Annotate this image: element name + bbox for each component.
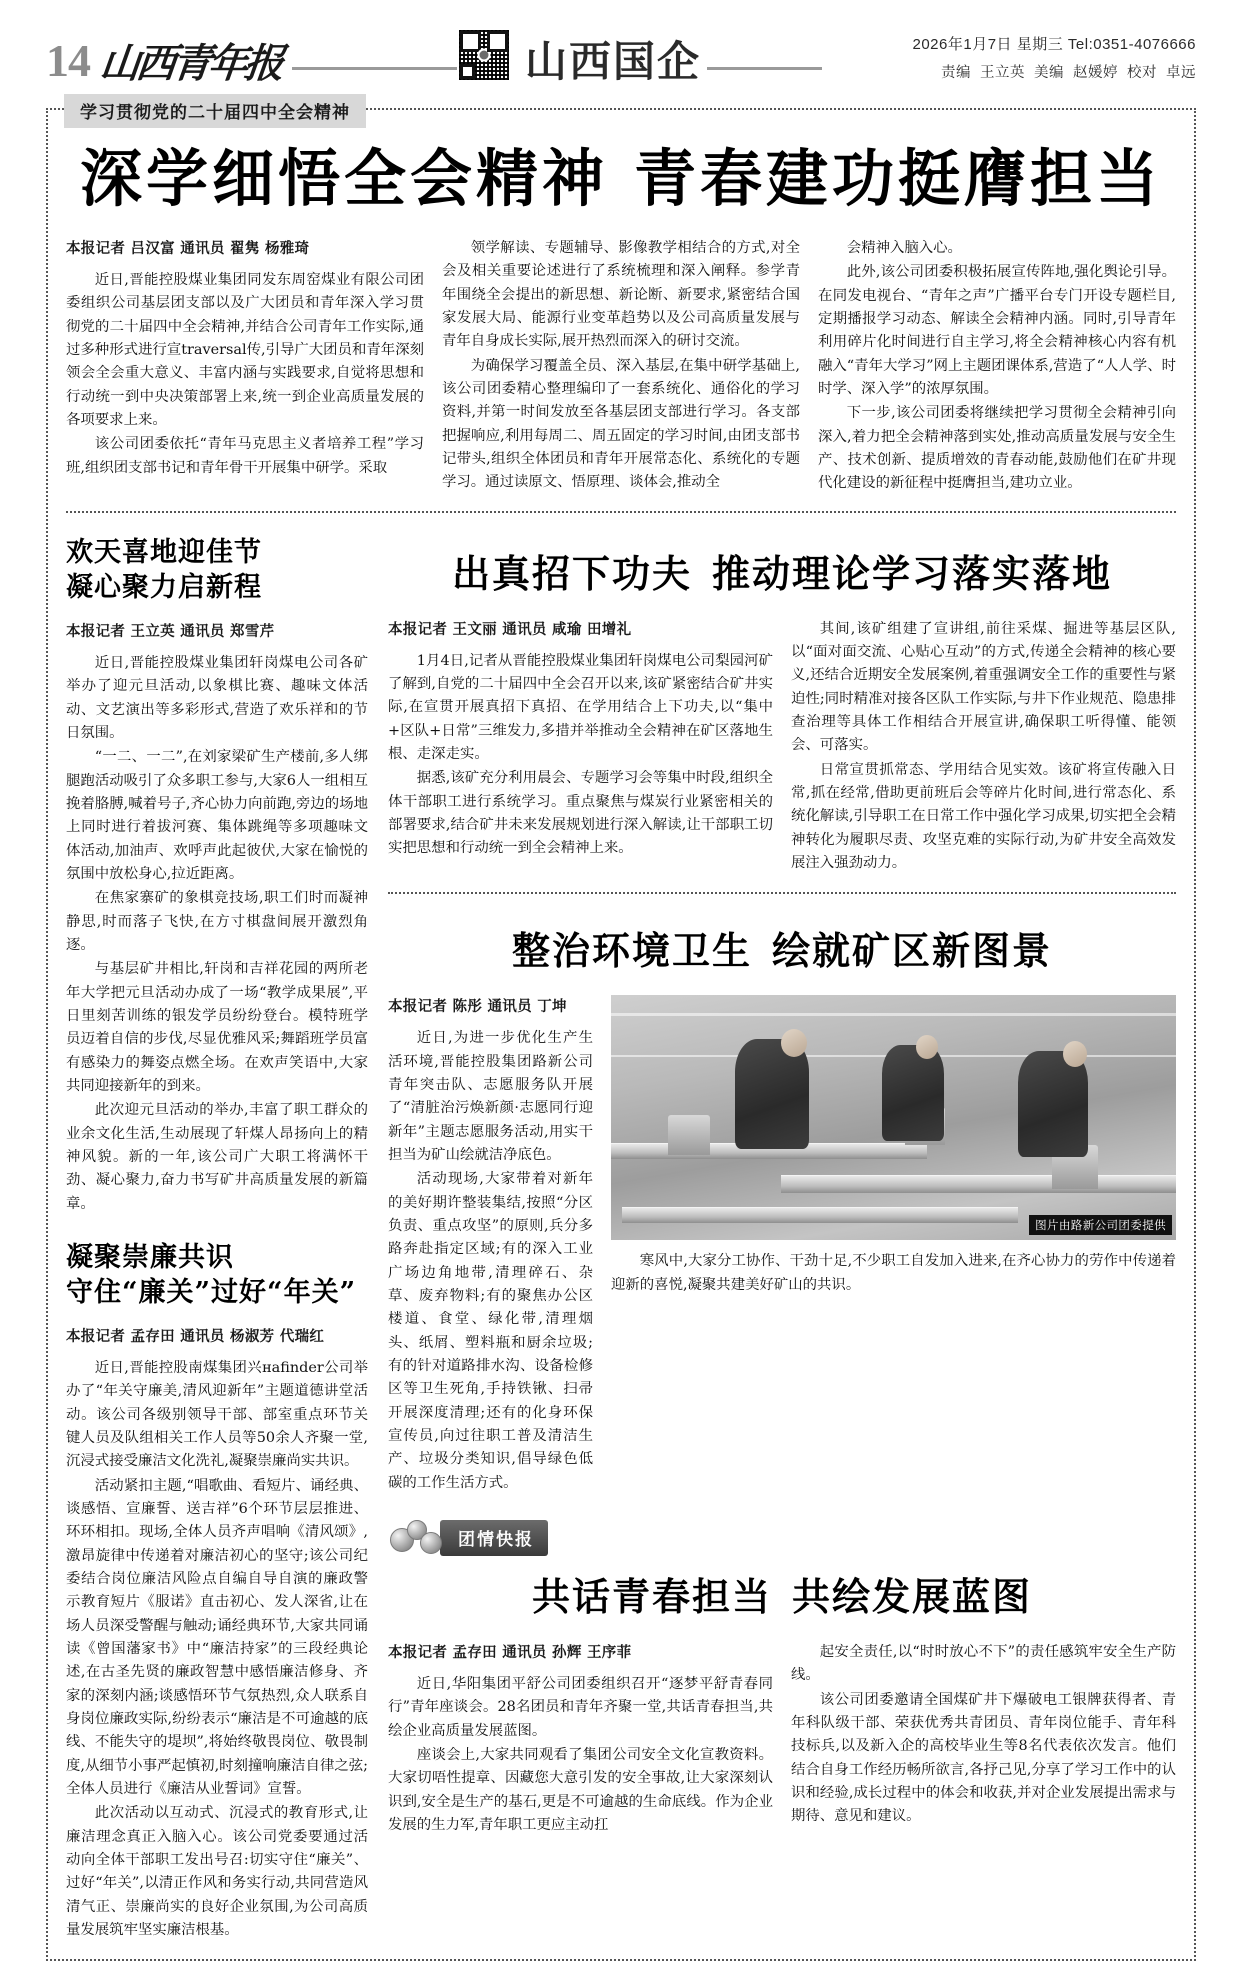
environment-photo-column xyxy=(611,995,1176,1496)
feature-headline-a: 深学细悟全会精神 xyxy=(79,142,608,215)
paragraph: 会精神入脑入心。 xyxy=(846,240,962,257)
section-title: 山西国企 xyxy=(525,37,702,86)
news-photo xyxy=(611,995,1176,1240)
environment-text-column xyxy=(388,995,593,1496)
theory-column-1 xyxy=(388,618,773,877)
feature-headline xyxy=(66,142,1176,215)
blueprint-column-2 xyxy=(791,1641,1176,1838)
qr-code-icon[interactable] xyxy=(457,28,511,82)
badge-label: 团情快报 xyxy=(440,1520,548,1556)
blueprint-headline xyxy=(388,1566,1176,1621)
integrity-byline: 本报记者 孟存田 通讯员 杨淑芳 代瑞红 xyxy=(66,1329,325,1346)
photo-credit: 图片由路新公司团委提供 xyxy=(1029,1215,1172,1235)
paragraph: 活动紧扣主题,“唱歌曲、看短片、诵经典、谈感悟、宣廉誓、送吉祥”6个环节层层推进、环环相扣。现场,全体人员齐声唱响《清风颂》,激昂旋律中传递着对廉洁初心的坚守;该公司纪委结合岗位廉洁风险点自编自导自演的廉政警示教育短片《服诺》直击初心、发人深省,让在场人员深受警醒与触动;诵经典环节,大家共同诵读《曾国藩家书》中“廉洁持家”的三段经典论述,在古圣先贤的廉政智慧中感悟廉洁修身、齐家的深刻内涵;谈感悟环节气氛热烈,众人联系自身岗位廉政实际,纷纷表示“廉洁是不可逾越的底线、不能失守的堤坝”,将始终敬畏岗位、敬畏制度,从细节小事严起慎初,时刻撞响廉洁自律之弦;全体人员进行《廉洁从业誓词》宣誓。 xyxy=(66,1477,368,1797)
paragraph: 其间,该矿组建了宣讲组,前往采煤、掘进等基层区队,以“面对面交流、心贴心互动”的方式,传递全会精神的核心要义,还结合近期安全发展案例,着重强调安全工作的重要性与紧迫性;同时精准对接各区队工作实际,与井下作业规范、隐患排查治理等具体工作相结合开展宣讲,确保职工听得懂、能领会、可落实。 xyxy=(791,620,1176,754)
environment-headline xyxy=(388,920,1176,975)
blueprint-headline-b: 共绘发展蓝图 xyxy=(792,1573,1033,1619)
theory-headline-a: 出真招下功夫 xyxy=(451,550,692,596)
paragraph: 领学解读、专题辅导、影像教学相结合的方式,对全会及相关重要论述进行了系统梳理和深入阐释。参学青年围绕全会提出的新思想、新论断、新要求,紧密结合国家发展大局、能源行业变革趋势以及公司高质量发展与青年自身成长实际,展开热烈而深入的研讨交流。 xyxy=(442,240,800,350)
credit-proof-label: 校对 xyxy=(1127,65,1157,81)
environment-headline-a: 整治环境卫生 xyxy=(511,928,752,974)
paragraph: 近日,晋能控股煤业集团同发东周窑煤业有限公司团委组织公司基层团支部以及广大团员和青年深入学习贯彻党的二十届四中全会精神,并结合公司青年工作实际,通过多种形式进行宣traversal传,引导广大团员和青年深刻领会全会重大意义、丰富内涵与实践要求,自觉将思想和行动统一到中央决策部署上来,统一到企业高质量发展的各项要求上来。 xyxy=(66,272,424,429)
environment-body xyxy=(388,995,1176,1496)
paragraph: “一二、一二”,在刘家梁矿生产楼前,多人绑腿跑活动吸引了众多职工参与,大家6人一组相互挽着胳膊,喊着号子,齐心协力向前跑,旁边的场地上同时进行着拔河赛、集体跳绳等多项趣味文体活动,加油声、欢呼声此起彼伏,大家在愉悦的氛围中放松身心,拉近距离。 xyxy=(66,749,368,882)
feature-divider xyxy=(66,511,1176,513)
masthead xyxy=(46,0,1196,86)
feature-column-1 xyxy=(66,237,424,497)
theory-column-2 xyxy=(791,618,1176,877)
feature-article xyxy=(46,103,1196,1961)
paragraph: 近日,华阳集团平舒公司团委组织召开“逐梦平舒青春同行”青年座谈会。28名团员和青年齐聚一堂,共话青春担当,共绘企业高质量发展蓝图。 xyxy=(388,1675,773,1739)
feature-kicker: 学习贯彻党的二十届四中全会精神 xyxy=(64,94,366,128)
paragraph: 日常宣贯抓常态、学用结合见实效。该矿将宣传融入日常,抓在经常,借助更前班后会等碎片化时间,进行常态化、系统化解读,引导职工在日常工作中强化学习成果,切实把全会精神转化为履职尽责、攻坚克难的实际行动,为矿井安全高效发展注入强劲动力。 xyxy=(791,761,1176,871)
page-number: 14 xyxy=(46,35,90,86)
theory-headline-b: 推动理论学习落实落地 xyxy=(712,550,1113,596)
feature-byline: 本报记者 吕汉富 通讯员 翟隽 杨雅琦 xyxy=(66,241,310,258)
integrity-headline xyxy=(66,1240,368,1311)
paragraph: 下一步,该公司团委将继续把学习贯彻全会精神引向深入,着力把全会精神落到实处,推动高质量发展与安全生产、技术创新、提质增效的青春动能,鼓励他们在矿井现代化建设的新征程中挺膺担当,建功立业。 xyxy=(818,405,1176,492)
feature-columns xyxy=(66,237,1176,497)
blueprint-badge xyxy=(388,1518,1176,1558)
masthead-rule-left xyxy=(292,67,457,70)
paragraph: 近日,为进一步优化生产生活环境,晋能控股集团路新公司青年突击队、志愿服务队开展了“清脏治污焕新颜·志愿同行迎新年”主题志愿服务活动,用实干担当为矿山绘就洁净底色。 xyxy=(388,1030,593,1163)
theory-bottom-divider xyxy=(388,892,1176,894)
theory-region xyxy=(66,529,1176,1944)
qr-center-logo xyxy=(478,49,491,62)
feature-headline-b: 青春建功挺膺担当 xyxy=(634,142,1163,215)
theory-columns xyxy=(388,618,1176,877)
photo-caption: 寒风中,大家分工协作、干劲十足,不少职工自发加入进来,在齐心协力的劳作中传递着迎新的喜悦,凝聚共建美好矿山的共识。 xyxy=(611,1253,1176,1293)
credit-editor-label: 责编 xyxy=(941,65,971,81)
theory-headline xyxy=(388,543,1176,598)
blueprint-column-1 xyxy=(388,1641,773,1838)
badge-bells-icon xyxy=(388,1518,450,1558)
paragraph: 在焦家寨矿的象棋竞技场,职工们时而凝神静思,时而落子飞快,在方寸棋盘间展开激烈角逐。 xyxy=(66,890,368,953)
feature-column-2 xyxy=(442,237,800,497)
paragraph: 近日,晋能控股煤业集团轩岗煤电公司各矿举办了迎元旦活动,以象棋比赛、趣味文体活动、文艺演出等多彩形式,营造了欢乐祥和的节日氛围。 xyxy=(66,654,368,741)
environment-byline: 本报记者 陈彤 通讯员 丁坤 xyxy=(388,999,567,1016)
paragraph: 座谈会上,大家共同观看了集团公司安全文化宣教资料。大家切唔性提章、因藏您大意引发的安全事故,让大家深刻认识到,安全是生产的基石,更是不可逾越的生命底线。作为企业发展的生力军,青年职工更应主动扛 xyxy=(388,1746,773,1833)
left-column-region xyxy=(66,529,368,1944)
blueprint-headline-a: 共话青春担当 xyxy=(531,1573,772,1619)
theory-byline: 本报记者 王文丽 通讯员 咸瑜 田增礼 xyxy=(388,621,632,638)
masthead-meta xyxy=(913,33,1197,86)
right-column-region xyxy=(388,529,1176,1944)
paragraph: 与基层矿井相比,轩岗和吉祥花园的两所老年大学把元旦活动办成了一场“教学成果展”,平日里刻苦训练的银发学员纷纷登台。模特班学员迈着自信的步伐,尽显优雅风采;舞蹈班学员富有感染力的舞姿点燃全场。在欢声笑语中,大家共同迎接新年的到来。 xyxy=(66,961,368,1094)
photo-block xyxy=(611,995,1176,1240)
paragraph: 1月4日,记者从晋能控股煤业集团轩岗煤电公司梨园河矿了解到,自党的二十届四中全会召开以来,该矿紧密结合矿井实际,在宣贯开展真招下真招、在学用结合上下功夫,以“集中+区队+日常”三维发力,多措并举推动全会精神在矿区落地生根、走深走实。 xyxy=(388,652,773,763)
paragraph: 此次迎元旦活动的举办,丰富了职工群众的业余文化生活,生动展现了轩煤人昂扬向上的精神风貌。新的一年,该公司广大职工将满怀干劲、凝心聚力,奋力书写矿井高质量发展的新篇章。 xyxy=(66,1102,368,1212)
integrity-headline-line1: 凝聚崇廉共识 xyxy=(66,1241,234,1273)
blueprint-columns xyxy=(388,1641,1176,1838)
paragraph: 该公司团委邀请全国煤矿井下爆破电工银牌获得者、青年科队级干部、荣获优秀共青团员、青年岗位能手、青年科技标兵,以及新入企的高校毕业生等8名代表依次发言。他们结合自身工作经历畅所欲言,各抒己见,分享了学习工作中的认识和经验,成长过程中的体会和收获,并对企业发展提出需求与期待、意见和建议。 xyxy=(791,1691,1176,1825)
paper-logo: 山西青年报 xyxy=(97,40,283,87)
paragraph: 近日,晋能控股南煤集团兴наfinder公司举办了“年关守廉美,清风迎新年”主题道德讲堂活动。该公司各级别领导干部、部室重点环节关键人员及队组相关工作人员等50余人齐聚一堂,沉浸式接受廉洁文化洗礼,凝聚崇廉尚实共识。 xyxy=(66,1360,368,1470)
environment-headline-b: 绘就矿区新图景 xyxy=(772,928,1053,974)
festival-headline-line2: 凝心聚力启新程 xyxy=(66,572,262,604)
paragraph: 此次活动以互动式、沉浸式的教育形式,让廉洁理念真正入脑入心。该公司党委要通过活动向全体干部职工发出号召:切实守住“廉关”、过好“年关”,以清正作风和务实行动,共同营造风清气正、崇廉尚实的良好企业氛围,为公司高质量发展筑牢坚实廉洁根基。 xyxy=(66,1805,368,1938)
paragraph: 起安全责任,以“时时放心不下”的责任感筑牢安全生产防线。 xyxy=(791,1643,1176,1684)
paragraph: 活动现场,大家带着对新年的美好期许整装集结,按照“分区负责、重点攻坚”的原则,兵分多路奔赴指定区域;有的深入工业广场边角地带,清理碎石、杂草、废弃物料;有的聚焦办公区楼道、食堂、绿化带,清理烟头、纸屑、塑料瓶和厨余垃圾;有的针对道路排水沟、设备检修区等卫生死角,手持铁锹、扫帚开展深度清理;还有的化身环保宣传员,向过往职工普及清洁生产、垃圾分类知识,倡导绿色低碳的工作生活方式。 xyxy=(388,1171,593,1491)
credit-proof-name: 卓远 xyxy=(1166,65,1196,81)
staff-credits xyxy=(913,61,1197,82)
qr-finder-dot xyxy=(460,64,475,79)
credit-design-label: 美编 xyxy=(1034,65,1064,81)
paragraph: 该公司团委依托“青年马克思主义者培养工程”学习班,组织团支部书记和青年骨干开展集中研学。采取 xyxy=(66,436,424,476)
masthead-rule-right xyxy=(707,67,822,70)
paragraph: 此外,该公司团委积极拓展宣传阵地,强化舆论引导。在同发电视台、“青年之声”广播平台专门开设专题栏目,定期播报学习动态、解读全会精神内涵。同时,引导青年利用碎片化时间进行自主学习,将全会精神核心内容有机融入“青年大学习”网上主题团课体系,营造了“人人学、时时学、深入学”的浓厚氛围。 xyxy=(818,264,1176,398)
credit-design-name: 赵媛婷 xyxy=(1073,65,1118,81)
paragraph: 据悉,该矿充分利用晨会、专题学习会等集中时段,组织全体干部职工进行系统学习。重点聚焦与煤炭行业紧密相关的部署要求,结合矿井未来发展规划进行深入解读,让干部职工切实把思想和行动统一到全会精神上来。 xyxy=(388,770,773,857)
festival-headline xyxy=(66,535,368,606)
credit-editor-name: 王立英 xyxy=(980,65,1025,81)
festival-byline: 本报记者 王立英 通讯员 郑雪芹 xyxy=(66,623,275,640)
paragraph: 为确保学习覆盖全员、深入基层,在集中研学基础上,该公司团委精心整理编印了一套系统化、通俗化的学习资料,并第一时间发放至各基层团支部进行学习。各支部把握响应,利用每周二、周五固定的学习时间,由团支部书记带头,组织全体团员和青年开展常态化、系统化的专题学习。通过读原文、悟原理、谈体会,推动全 xyxy=(442,357,800,491)
blueprint-byline: 本报记者 孟存田 通讯员 孙辉 王序菲 xyxy=(388,1644,632,1661)
publication-date: 2026年1月7日 星期三 Tel:0351-4076666 xyxy=(912,36,1196,53)
feature-column-3 xyxy=(818,237,1176,497)
integrity-headline-line2: 守住“廉关”过好“年关” xyxy=(66,1277,357,1309)
festival-headline-line1: 欢天喜地迎佳节 xyxy=(66,536,262,568)
